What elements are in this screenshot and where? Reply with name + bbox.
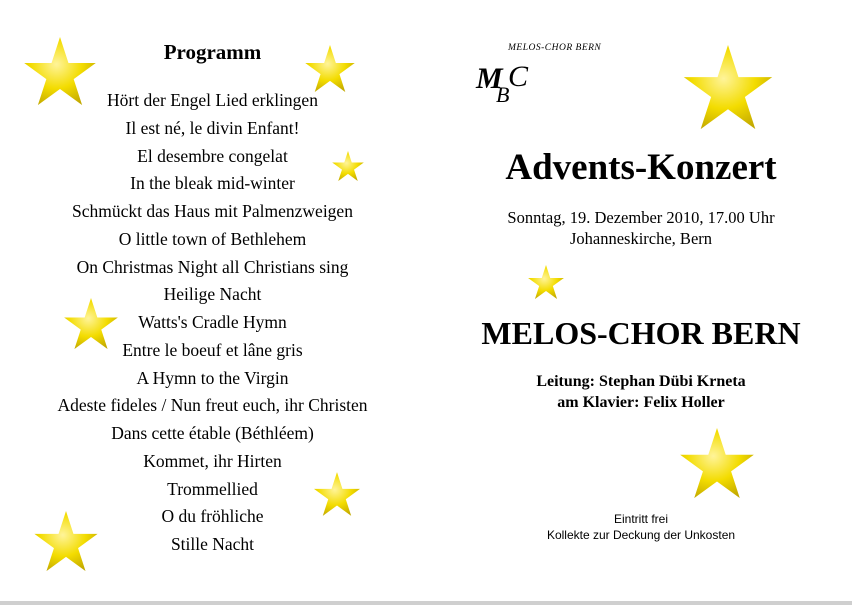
concert-date-time: Sonntag, 19. Dezember 2010, 17.00 Uhr bbox=[507, 208, 775, 227]
program-item: Hört der Engel Lied erklingen bbox=[107, 90, 318, 110]
program-item: El desembre congelat bbox=[137, 145, 288, 166]
program-item: In the bleak mid-winter bbox=[130, 173, 295, 194]
logo-letter-m: M bbox=[476, 62, 503, 95]
program-item: Dans cette étable (Béthléem) bbox=[111, 423, 314, 443]
program-item: Heilige Nacht bbox=[163, 284, 262, 305]
star-icon bbox=[34, 511, 98, 571]
pianist-line: am Klavier: Felix Holler bbox=[557, 394, 725, 411]
program-title: Programm bbox=[163, 40, 262, 64]
choir-header-small: MELOS-CHOR BERN bbox=[508, 43, 602, 53]
program-item: Watts's Cradle Hymn bbox=[138, 312, 287, 332]
collection-note: Kollekte zur Deckung der Unkosten bbox=[546, 528, 736, 542]
program-item: On Christmas Night all Christians sing bbox=[76, 256, 349, 277]
program-item: Kommet, ihr Hirten bbox=[143, 450, 282, 471]
program-item: Stille Nacht bbox=[170, 534, 255, 554]
program-item: Il est né, le divin Enfant! bbox=[125, 117, 300, 138]
program-item: Entre le boeuf et lâne gris bbox=[122, 339, 303, 360]
star-icon bbox=[332, 151, 364, 181]
star-icon bbox=[24, 37, 96, 105]
program-item: Adeste fideles / Nun freut euch, ihr Christen bbox=[57, 395, 368, 416]
program-item: O du fröhliche bbox=[161, 506, 264, 527]
logo-letter-b: B bbox=[496, 82, 510, 106]
star-icon bbox=[64, 298, 118, 349]
conductor-line: Leitung: Stephan Dübi Krneta bbox=[536, 373, 746, 390]
entry-note: Eintritt frei bbox=[613, 512, 668, 526]
program-item: Schmückt das Haus mit Palmenzweigen bbox=[72, 201, 353, 221]
concert-title: Advents-Konzert bbox=[505, 147, 777, 188]
star-icon bbox=[314, 472, 360, 516]
page-bottom-edge bbox=[0, 601, 852, 605]
concert-venue: Johanneskirche, Bern bbox=[569, 229, 713, 248]
program-item: O little town of Bethlehem bbox=[118, 228, 307, 249]
program-item: A Hymn to the Virgin bbox=[136, 367, 289, 388]
choir-logo bbox=[474, 58, 536, 106]
star-icon bbox=[678, 45, 778, 129]
logo-letter-c: C bbox=[508, 60, 529, 93]
star-icon bbox=[678, 428, 756, 498]
cover-panel bbox=[430, 0, 852, 605]
program-item: Trommellied bbox=[167, 478, 258, 499]
star-icon bbox=[305, 45, 355, 92]
star-icon bbox=[528, 265, 564, 299]
choir-name: MELOS-CHOR BERN bbox=[481, 315, 801, 351]
